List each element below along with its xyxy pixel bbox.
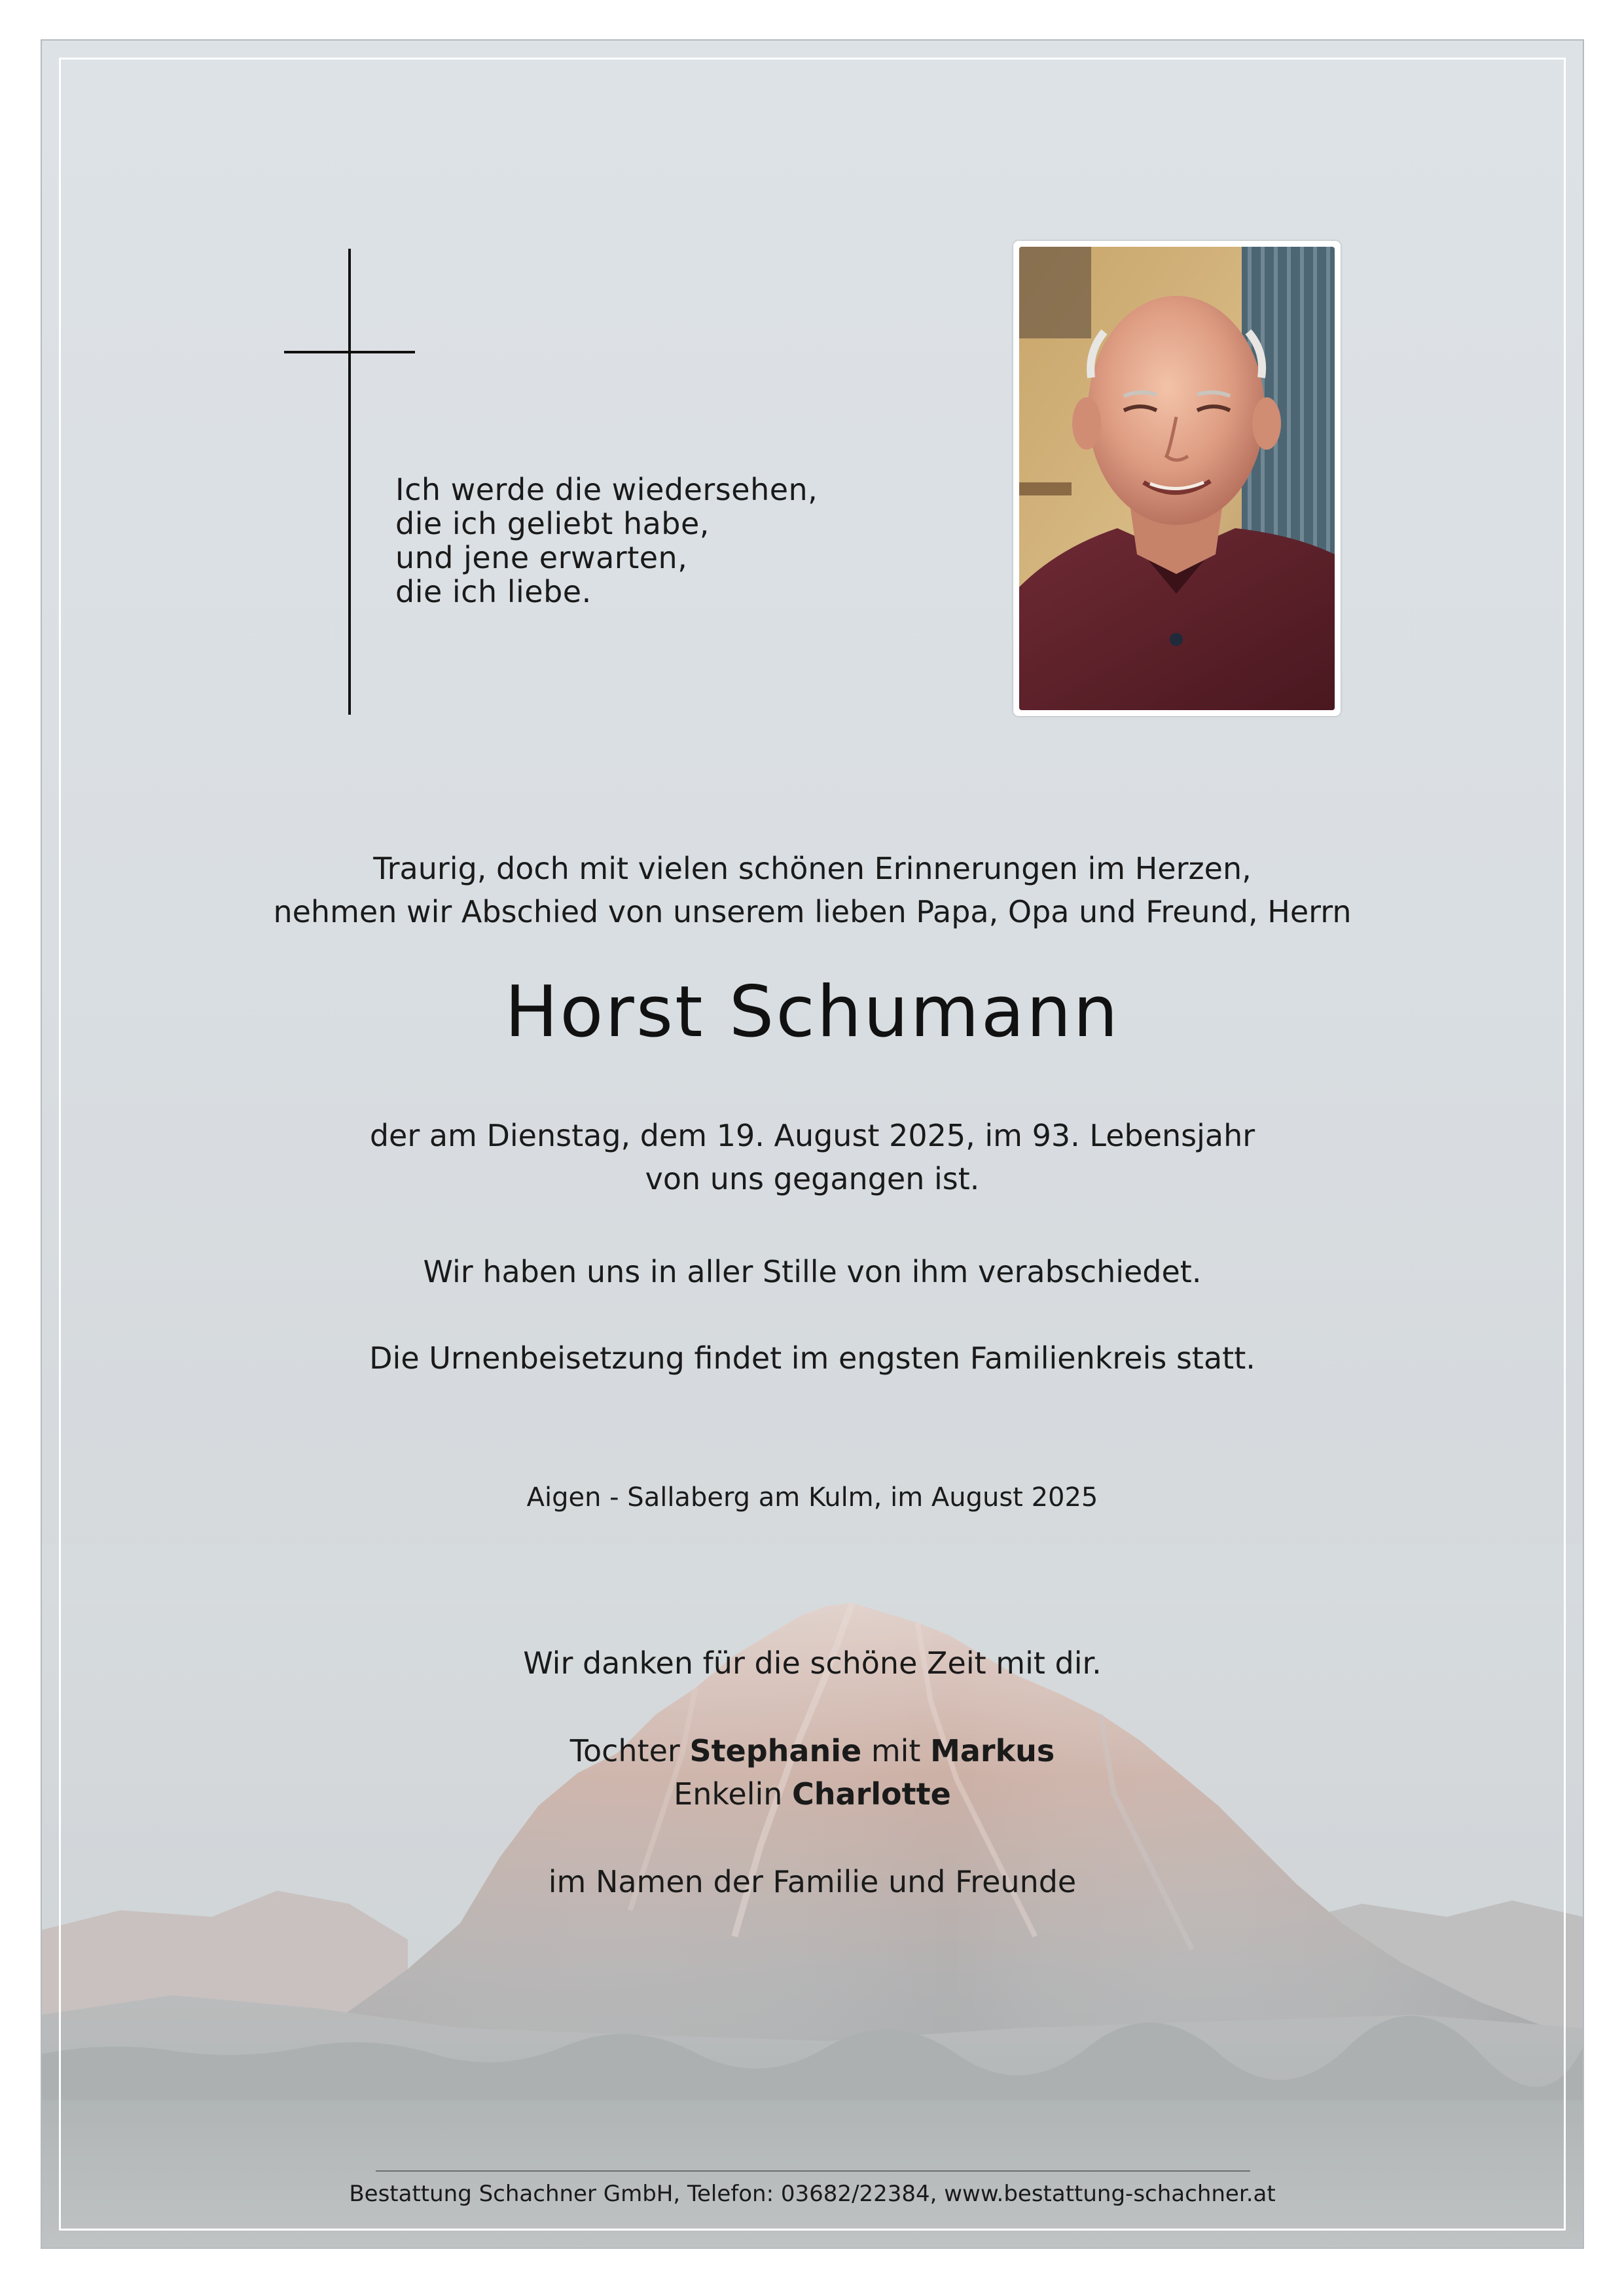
farewell-text: Wir haben uns in aller Stille von ihm verabschiedet.: [423, 1254, 1202, 1289]
family-closing: im Namen der Familie und Freunde: [548, 1864, 1077, 1899]
relation-label: Enkelin: [674, 1776, 783, 1812]
quote-block: [395, 473, 818, 609]
quote-line: die ich liebe.: [395, 574, 592, 609]
quote-line: und jene erwarten,: [395, 540, 688, 575]
family-row: [42, 1729, 1583, 1772]
burial-text: Die Urnenbeisetzung findet im engsten Familienkreis statt.: [369, 1340, 1255, 1376]
quote-line: Ich werde die wiedersehen,: [395, 472, 818, 507]
portrait-photo-frame: [1013, 241, 1341, 716]
family-row: [42, 1772, 1583, 1816]
relation-label: Tochter: [569, 1733, 680, 1768]
death-line: der am Dienstag, dem 19. August 2025, im 93. Lebensjahr: [369, 1118, 1255, 1153]
relative-name: Stephanie: [689, 1733, 862, 1768]
relative-name: Charlotte: [792, 1776, 951, 1812]
intro-line: Traurig, doch mit vielen schönen Erinnerungen im Herzen,: [373, 851, 1252, 886]
relative-name: Markus: [930, 1733, 1055, 1768]
deceased-name: Horst Schumann: [505, 971, 1120, 1053]
footer-divider: [376, 2170, 1250, 2172]
portrait-image: [1019, 247, 1335, 710]
connector-word: mit: [871, 1733, 921, 1768]
death-line: von uns gegangen ist.: [645, 1161, 980, 1196]
portrait-photo: [1019, 247, 1335, 710]
content-layer: [42, 41, 1583, 2248]
intro-text: [42, 847, 1583, 933]
thanks-text: Wir danken für die schöne Zeit mit dir.: [523, 1645, 1102, 1681]
place-date: Aigen - Sallaberg am Kulm, im August 2025: [526, 1482, 1098, 1513]
intro-line: nehmen wir Abschied von unserem lieben Papa, Opa und Freund, Herrn: [273, 894, 1352, 929]
quote-line: die ich geliebt habe,: [395, 506, 710, 541]
footer-text: Bestattung Schachner GmbH, Telefon: 03682/22384, www.bestattung-schachner.at: [349, 2181, 1276, 2207]
obituary-page: [41, 39, 1584, 2249]
death-info: [42, 1114, 1583, 1200]
